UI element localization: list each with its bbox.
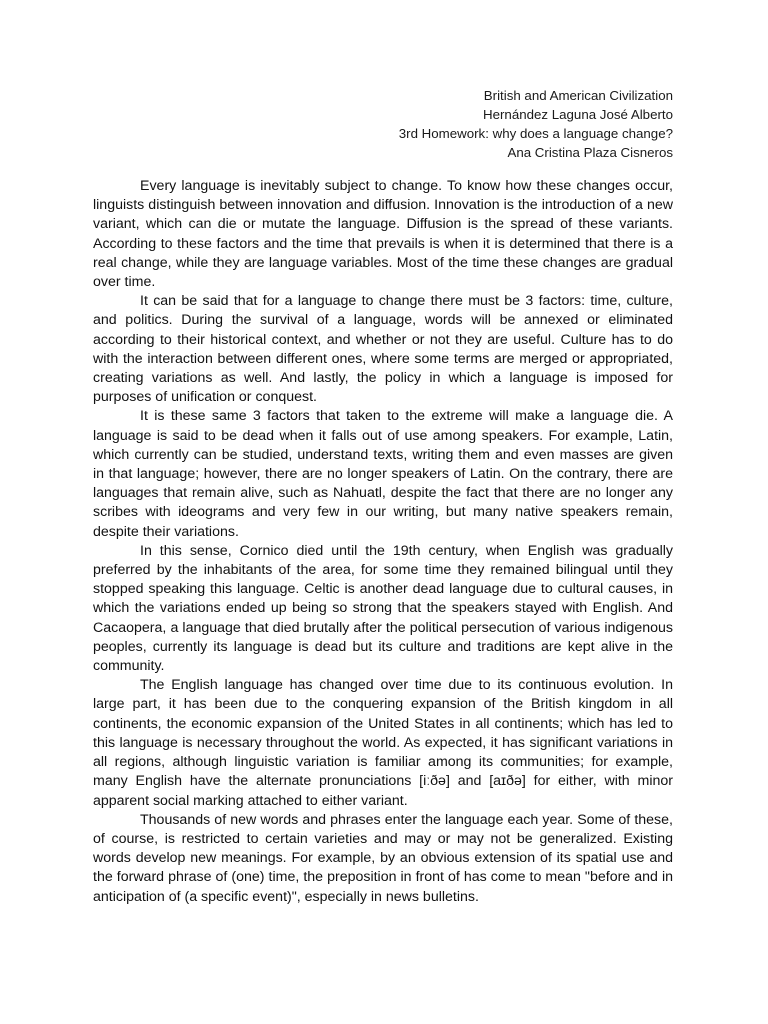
document-header bbox=[399, 86, 673, 162]
homework-title-line bbox=[399, 124, 673, 143]
paragraph-3: It is these same 3 factors that taken to the extreme will make a language die. A language is said to be dead when it falls out of use among speakers. For example, Latin, which currently can be studied, understand texts, writing them and even masses are given in that language; however, there are no longer speakers of Latin. On the contrary, there are languages that remain alive, such as Nahuatl, despite the fact that there are no longer any scribes with ideograms and very few in our writing, but many native speakers remain, despite their variations. bbox=[93, 408, 673, 540]
paragraph-1: Every language is inevitably subject to change. To know how these changes occur, linguists distinguish between innovation and diffusion. Innovation is the introduction of a new variant, which can die or mutate the language. Diffusion is the spread of these variants. According to these factors and the time that prevails is when it is determined that there is a real change, while they are language variables. Most of the time these changes are gradual over time. bbox=[93, 178, 673, 291]
paragraph-4: In this sense, Cornico died until the 19th century, when English was gradually preferred by the inhabitants of the area, for some time they remained bilingual until they stopped speaking this language. Celtic is another dead language due to cultural causes, in which the variations ended up being so strong that the speakers stayed with English. And Cacaopera, a language that died brutally after the political persecution of various indigenous peoples, currently its language is dead but its culture and traditions are kept alive in the community. bbox=[93, 542, 673, 675]
homework-title: why does a language change? bbox=[488, 126, 673, 141]
paragraph-2: It can be said that for a language to change there must be 3 factors: time, culture, and politics. During the survival of a language, words will be annexed or eliminated according to their historical context, and whether or not they are useful. Culture has to do with the interaction between different ones, where some terms are merged or appropriated, creating variations as well. And lastly, the policy in which a language is imposed for purposes of unification or conquest. bbox=[93, 293, 673, 406]
teacher-name: Ana Cristina Plaza Cisneros bbox=[507, 145, 673, 160]
paragraph-5: The English language has changed over time due to its continuous evolution. In large part, it has been due to the conquering expansion of the British kingdom in all continents, the economic expansion of the United States in all continents; which has led to this language is necessary throughout the world. As expected, it has significant variations in all regions, although linguistic variation is familiar among its communities; for example, many English have the alternate pronunciations [iːðə] and [aɪðə] for either, with minor apparent social marking attached to either variant. bbox=[93, 677, 673, 809]
course-name: British and American Civilization bbox=[483, 88, 673, 103]
homework-label: 3rd Homework: bbox=[398, 126, 489, 141]
student-name: Hernández Laguna José Alberto bbox=[483, 107, 673, 122]
essay-body bbox=[93, 177, 673, 907]
paragraph-6: Thousands of new words and phrases enter the language each year. Some of these, of course, is restricted to certain varieties and may or may not be generalized. Existing words develop new meanings. For example, by an obvious extension of its spatial use and the forward phrase of (one) time, the preposition in front of has come to mean "before and in anticipation of (a specific event)", especially in news bulletins. bbox=[93, 811, 673, 905]
